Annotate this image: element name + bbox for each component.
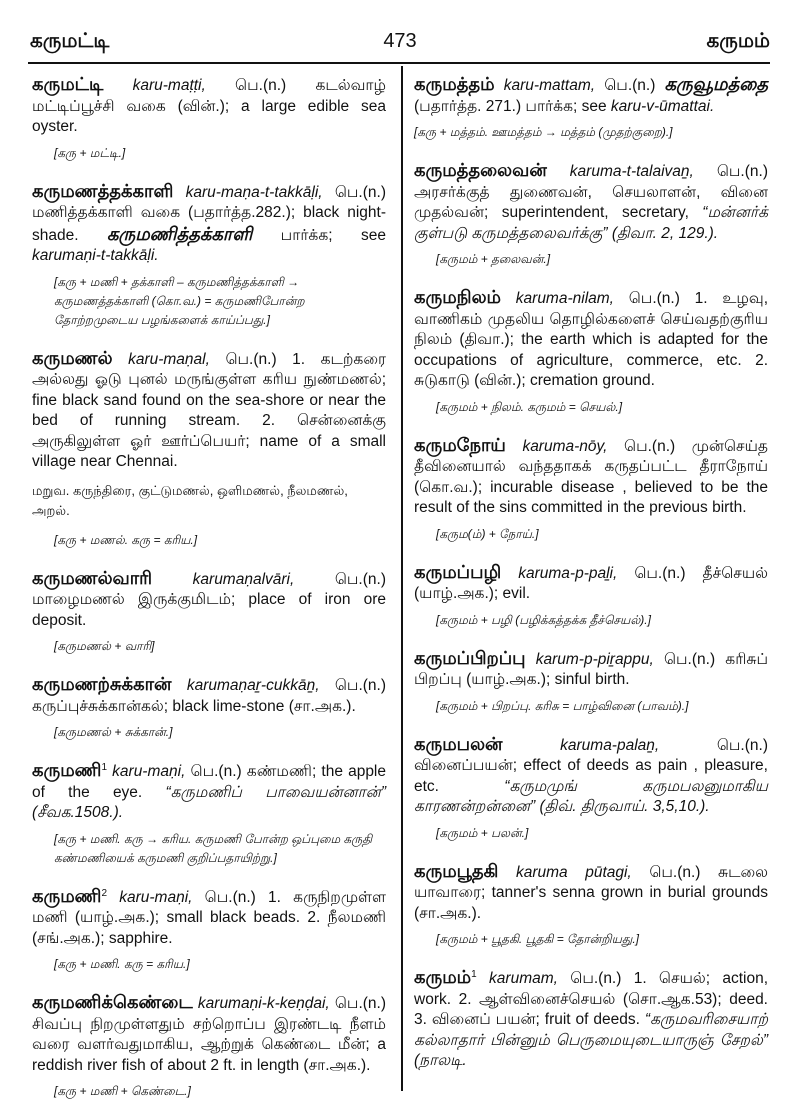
etymology: [கரு + மணி. கரு = கரிய.] (54, 957, 190, 971)
etymology: [கரும(ம்) + நோய்.] (436, 526, 539, 541)
dictionary-entry (414, 435, 768, 519)
etymology: [கருமம் + பிறப்பு. கரிசு = பாழ்வினை (பாவம்).] (436, 698, 689, 713)
definition: (பதார்த்த. 271.) பார்க்க; see (414, 97, 611, 115)
transliteration: karumaṇi-k-keṇḍai, (197, 995, 330, 1012)
headword: கருமநிலம் (414, 287, 502, 307)
headword: கருமப்பழி (414, 561, 502, 582)
dictionary-entry (32, 760, 386, 824)
headword: கருமபலன் (414, 733, 503, 754)
etymology: [கரு + மணல். கரு = கரிய.] (54, 532, 198, 547)
dictionary-entry (32, 992, 386, 1076)
definition: பெ.(n.) முன்செய்த தீவினையால் வந்ததாகக் கருதப்பட்ட தீராநோய் (கொ.வ.); incurable disease , believed to be the result of the sins committed in the previous birth. (414, 437, 768, 516)
definition: பெ.(n.) 1. உழவு, வாணிகம் முதலிய தொழில்களைச் செய்வதற்குரிய நிலம் (திவா.); the earth which is adapted for the occupations of agriculture, commerce, etc. 2. சுடுகாடு (வின்.); cremation ground. (414, 290, 768, 389)
headword: கருமணி (32, 885, 102, 906)
transliteration: karumam, (489, 970, 558, 987)
dictionary-entry (32, 568, 386, 632)
headword: கருமணிக்கெண்டை (32, 992, 193, 1012)
transliteration: karum-p-piṟappu, (535, 650, 654, 668)
definition: பெ.(n.) கருப்புச்சுக்கான்கல்; black lime-stone (சா.அக.). (32, 677, 386, 715)
definition: பெ.(n.) கரிசுப் பிறப்பு (யாழ்.அக.); sinful birth. (414, 650, 768, 688)
left-column (32, 74, 386, 1119)
headword: கருமட்டி (32, 74, 104, 94)
transliteration: karuma-palaṉ, (560, 736, 660, 754)
transliteration: karu-maṇi, (112, 763, 186, 780)
transliteration: karumaṇalvāri, (192, 570, 295, 588)
page-number: 473 (383, 30, 417, 52)
etymology: [கருமம் + பலன்.] (436, 825, 529, 840)
definition: பெ.(n.) கண்மணி; the apple of the eye. (32, 763, 386, 801)
dictionary-entry (414, 160, 768, 244)
definition: பெ.(n.) 1. கடற்கரை அல்லது ஓடு புனல் மருங்குள்ள கரிய நுண்மணல்; fine black sand found on the sea-shore or near the bed of running stream. 2. சென்னைக்கு அருகிலுள்ள ஓர் ஊர்ப்பெயர்; name of a small village near Chennai. (32, 350, 386, 470)
definition: பெ.(n.) தீச்செயல் (யாழ்.அக.); evil. (414, 564, 769, 602)
dictionary-entry (32, 348, 386, 473)
cross-reference: கருவூமத்தை (664, 74, 768, 94)
headword: கருமணி (32, 760, 102, 780)
transliteration: karuma-p-paḻi, (518, 564, 618, 582)
quotation: “கருமவரிசையாற் கல்லாதார் பின்னும் பெருமையுடையாருஞ் சேறல்” (நாலடி. (414, 1011, 768, 1069)
synonyms: மறுவ. கருந்திரை, குட்டுமணல், ஒளிமணல், நீலமணல், அறல். (32, 482, 348, 518)
definition: பெ.(n.) சிவப்பு நிறமுள்ளதும் சற்றொப்ப இரண்டடி நீளம் வரை வளர்வதுமாகிய, ஆற்றுக் கெண்டை மீன்; a reddish river fish of about 2 ft. in length (சா.அக.). (32, 995, 386, 1074)
etymology: [கருமணல் + சுக்கான்.] (54, 725, 173, 739)
headword: கருமணல்வாரி (32, 567, 153, 588)
quotation: “கருமணிப் பாவையன்னான்” (சீவக.1508.). (32, 783, 386, 821)
etymology: [கரு + மத்தம். ஊமத்தம் → மத்தம் (முதற்குறை).] (414, 125, 673, 139)
definition: பெ.(n.) மணித்தக்காளி வகை (பதார்த்த.282.); black night-shade. (32, 183, 386, 244)
definition: பெ.(n.) 1. கருநிறமுள்ள மணி (யாழ்.அக.); small black beads. 2. நீலமணி (சங்.அக.); sapphire. (32, 888, 386, 947)
headword: கருமம் (414, 967, 472, 987)
homograph-number: 1 (471, 968, 477, 980)
dictionary-entry (32, 181, 386, 267)
homograph-number: 2 (101, 887, 108, 899)
headword: கருமநோய் (414, 434, 506, 455)
transliteration: karuma pūtagi, (515, 863, 632, 881)
headword: கருமத்தம் (414, 74, 495, 94)
etymology: [கருமணல் + வாரி] (54, 639, 155, 653)
cross-reference-translit: karumaṇi-t-takkāḷi. (32, 247, 159, 264)
headword: கருமப்பிறப்பு (414, 647, 526, 668)
header-rule (28, 62, 770, 64)
headword: கருமபூதகி (414, 860, 499, 881)
dictionary-entry (414, 861, 768, 925)
transliteration: karumaṇaṟ-cukkāṉ, (186, 677, 320, 694)
dictionary-entry (32, 886, 386, 950)
page-header (30, 30, 770, 58)
quotation: “கருமமுங் கருமபலனுமாகிய காரணன்றன்னை” (திவ். திருவாய். 3,5,10.). (414, 777, 768, 815)
transliteration: karuma-t-talaivaṉ, (569, 163, 694, 180)
homograph-number: 1 (101, 761, 108, 773)
dictionary-entry (414, 287, 768, 392)
transliteration: karu-maṇa-t-takkāḷi, (185, 183, 323, 201)
dictionary-entry (414, 562, 768, 605)
definition: பெ.(n.) வினைப்பயன்; effect of deeds as pain , pleasure, etc. (414, 736, 768, 795)
etymology: [கருமம் + நிலம். கருமம் = செயல்.] (436, 399, 623, 414)
cross-reference: கருமணித்தக்காளி (107, 223, 253, 244)
etymology: [கரு + மணி + கெண்டை.] (54, 1084, 191, 1098)
etymology: [கரு + மணி + தக்காளி – கருமணித்தக்காளி → கருமணத்தக்காளி (கொ.வ.) = கருமணிபோன்ற தோற்றமுடைய பழங்களைக் காய்ப்பது.] (54, 274, 305, 327)
headword: கருமணல் (32, 347, 113, 368)
transliteration: karu-maṇi, (119, 888, 193, 906)
definition: பார்க்க; see (252, 226, 386, 244)
etymology: [கரு + மட்டி.] (54, 145, 126, 160)
headword: கருமணற்சுக்கான் (32, 674, 172, 694)
transliteration: karu-maṭṭi, (132, 77, 206, 94)
definition: பெ.(n.) 1. செயல்; action, work. 2. ஆள்வினைச்செயல் (சொ.ஆக.53); deed. 3. வினைப் பயன்; fruit of deeds. (414, 970, 768, 1028)
definition: பெ.(n.) அரசர்க்குத் துணைவன், செயலாளன், வினை முதல்வன்; superintendent, secretary, (414, 163, 768, 221)
column-divider (401, 66, 403, 1091)
headword: கருமத்தலைவன் (414, 160, 547, 180)
dictionary-entry (414, 734, 768, 818)
headword: கருமணத்தக்காளி (32, 180, 174, 201)
dictionary-entry (32, 674, 386, 717)
left-guide-word: கருமட்டி (30, 30, 110, 52)
transliteration: karuma-nōy, (522, 437, 608, 455)
transliteration: karu-maṇal, (128, 350, 210, 368)
etymology: [கருமம் + பூதகி. பூதகி = தோன்றியது.] (436, 932, 639, 946)
etymology: [கரு + மணி. கரு → கரிய. கருமணி போன்ற ஒப்புமை கருதி கண்மணியைக் கருமணி குறிப்பதாயிற்று.] (54, 831, 373, 865)
definition: பெ.(n.) சுடலை யாவாரை; tanner's senna grown in burial grounds (சா.அக.). (414, 863, 769, 922)
etymology: [கருமம் + தலைவன்.] (436, 252, 551, 266)
definition: பெ.(n.) கடல்வாழ் மட்டிப்பூச்சி வகை (வின்.); a large edible sea oyster. (32, 77, 386, 135)
transliteration: karuma-nilam, (515, 290, 614, 307)
quotation: “மன்னர்க் குள்படு கருமத்தலைவர்க்கு” (திவா. 2, 129.). (414, 204, 768, 242)
definition: பெ.(n.) மாழைமணல் இருக்குமிடம்; place of iron ore deposit. (32, 570, 386, 629)
transliteration: karu-mattam, (503, 77, 596, 94)
cross-reference-translit: karu-v-ūmattai. (610, 97, 715, 115)
definition: பெ.(n.) (595, 77, 665, 94)
etymology: [கருமம் + பழி (பழிக்கத்தக்க தீச்செயல்).] (436, 612, 651, 627)
dictionary-entry (32, 74, 386, 138)
right-column (414, 74, 768, 1078)
right-guide-word: கருமம் (706, 30, 770, 52)
dictionary-entry (414, 74, 768, 117)
dictionary-entry (414, 648, 768, 691)
dictionary-entry (414, 967, 768, 1072)
